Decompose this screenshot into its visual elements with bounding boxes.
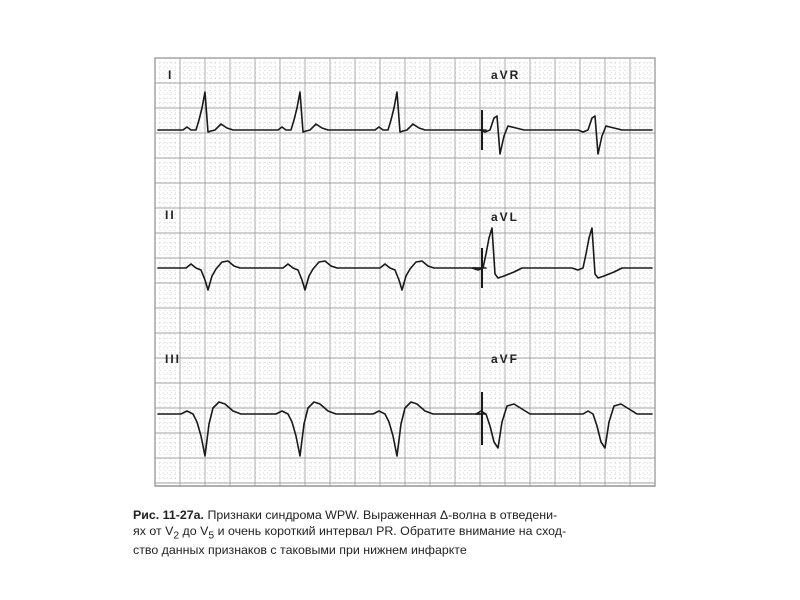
caption-line-2a: ях от V	[133, 523, 174, 538]
caption-line-2b: до V	[179, 523, 209, 538]
lead-label-avr: aVR	[491, 68, 521, 82]
lead-label-avl: aVL	[491, 210, 520, 224]
ecg-grid	[155, 58, 655, 486]
figure-caption	[133, 508, 663, 559]
caption-line-1: Признаки синдрома WPW. Выраженная Δ-волна в отведени-	[204, 508, 558, 522]
caption-figure-number: Рис. 11-27а.	[133, 508, 204, 522]
caption-sub-5: 5	[208, 529, 215, 541]
caption-line-3: ство данных признаков с таковыми при нижнем инфаркте	[133, 543, 467, 558]
lead-label-iii: III	[165, 352, 182, 366]
lead-label-avf: aVF	[491, 352, 520, 366]
caption-line-2c: и очень короткий интервал PR. Обратите внимание на сход-	[214, 523, 567, 538]
caption-sub-2: 2	[173, 529, 180, 541]
lead-label-ii: II	[165, 208, 176, 222]
lead-label-i: I	[168, 68, 174, 82]
